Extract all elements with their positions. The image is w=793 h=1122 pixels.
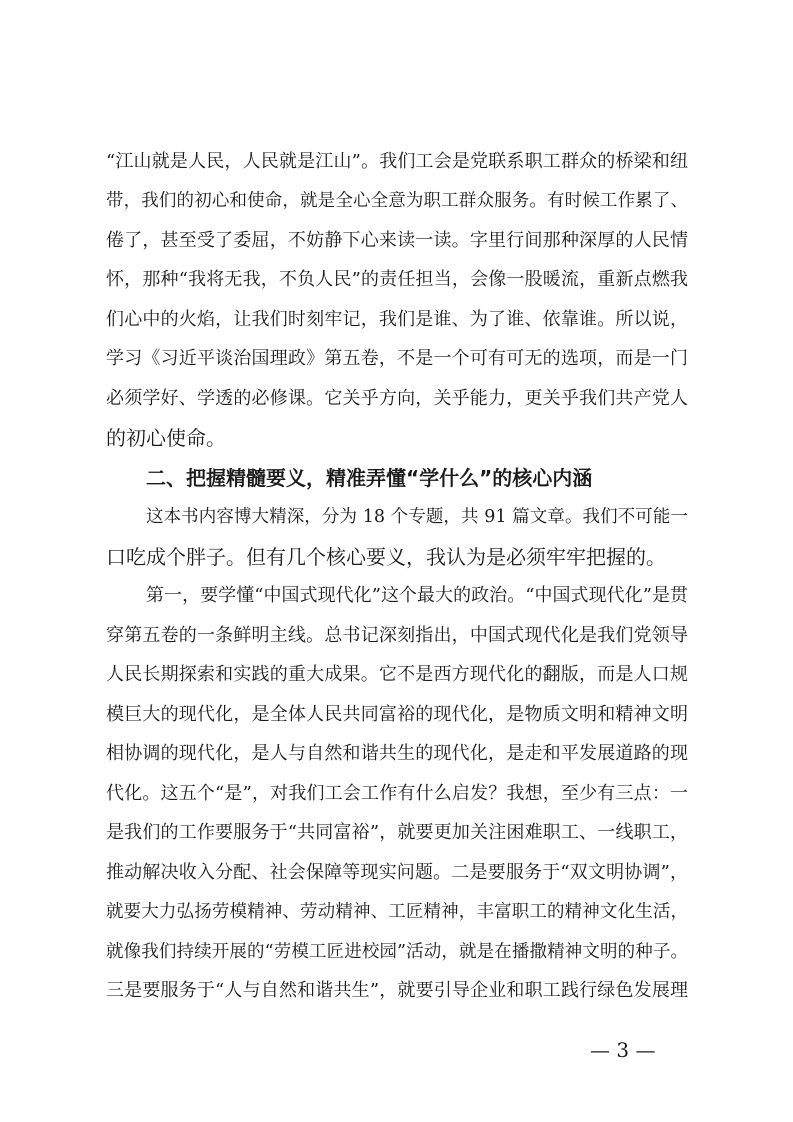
text-line: 模巨大的现代化，是全体人民共同富裕的现代化，是物质文明和精神文明 bbox=[106, 704, 688, 725]
text-line: 们心中的火焰，让我们时刻牢记，我们是谁、为了谁、依靠谁。所以说， bbox=[106, 309, 688, 330]
text-line: 相协调的现代化，是人与自然和谐共生的现代化，是走和平发展道路的现 bbox=[106, 743, 688, 764]
page-number: — 3 — bbox=[590, 1038, 656, 1062]
text-line: 倦了，甚至受了委屈，不妨静下心来读一读。字里行间那种深厚的人民情 bbox=[106, 230, 688, 251]
text-line: 推动解决收入分配、社会保障等现实问题。二是要服务于“双文明协调”， bbox=[106, 862, 688, 883]
text-line: 是我们的工作要服务于“共同富裕”，就要更加关注困难职工、一线职工， bbox=[106, 822, 688, 843]
text-line: 怀，那种“我将无我，不负人民”的责任担当，会像一股暖流，重新点燃我 bbox=[106, 269, 688, 290]
text-line: 的初心使命。 bbox=[106, 426, 226, 450]
text-line: 必须学好、学透的必修课。它关乎方向，关乎能力，更关乎我们共产党人 bbox=[106, 388, 688, 409]
text-line: 就要大力弘扬劳模精神、劳动精神、工匠精神，丰富职工的精神文化生活， bbox=[106, 902, 688, 922]
text-line: 这本书内容博大精深，分为 18 个专题，共 91 篇文章。我们不可能一 bbox=[146, 507, 688, 527]
text-line: 带，我们的初心和使命，就是全心全意为职工群众服务。有时候工作累了、 bbox=[106, 191, 688, 211]
text-line: 人民长期探索和实践的重大成果。它不是西方现代化的翻版，而是人口规 bbox=[106, 664, 688, 685]
text-line: 代化。这五个“是”，对我们工会工作有什么启发？我想，至少有三点：一 bbox=[106, 783, 688, 804]
text-line: 三是要服务于“人与自然和谐共生”，就要引导企业和职工践行绿色发展理 bbox=[106, 980, 688, 1001]
text-line: 口吃成个胖子。但有几个核心要义，我认为是必须牢牢把握的。 bbox=[106, 545, 666, 569]
text-line: 就像我们持续开展的“劳模工匠进校园”活动，就是在播撒精神文明的种子。 bbox=[106, 942, 688, 962]
section-heading: 二、把握精髓要义，精准弄懂“学什么”的核心内涵 bbox=[146, 466, 593, 490]
text-line: 穿第五卷的一条鲜明主线。总书记深刻指出，中国式现代化是我们党领导 bbox=[106, 625, 688, 646]
text-line: 第一，要学懂“中国式现代化”这个最大的政治。“中国式现代化”是贯 bbox=[146, 585, 688, 606]
text-line: “江山就是人民，人民就是江山”。我们工会是党联系职工群众的桥梁和纽 bbox=[106, 151, 688, 172]
text-line: 学习《习近平谈治国理政》第五卷，不是一个可有可无的选项，而是一门 bbox=[106, 348, 688, 369]
